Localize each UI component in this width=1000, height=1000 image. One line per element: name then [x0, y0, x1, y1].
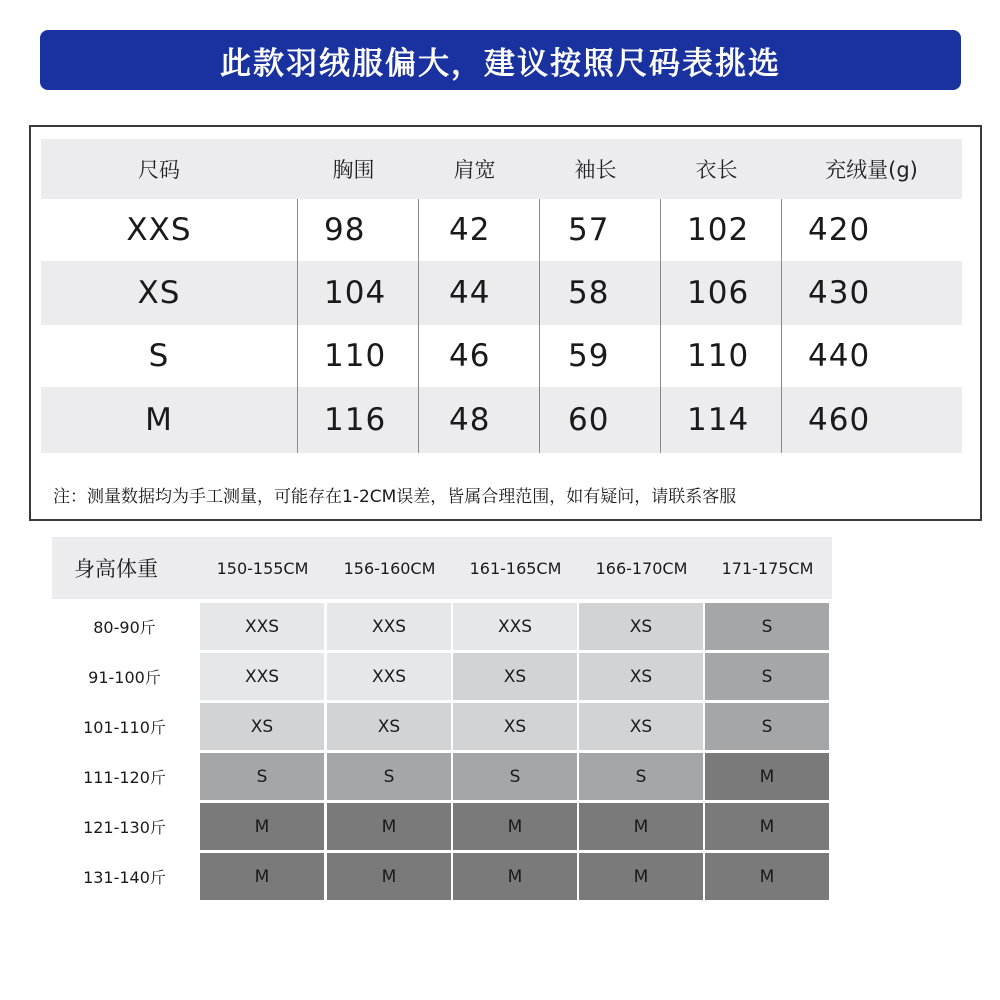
hw-row-label: 91-100斤 [52, 653, 197, 700]
hw-size-cell: XS [453, 703, 577, 750]
size-row [41, 325, 962, 387]
hw-header-row [52, 537, 832, 599]
size-cell: 44 [418, 261, 539, 325]
hw-size-cell: XS [327, 703, 451, 750]
size-cell: 116 [297, 387, 418, 453]
hw-size-cell: XXS [453, 603, 577, 650]
banner-text: 此款羽绒服偏大，建议按照尺码表挑选 [220, 45, 781, 82]
hw-size-cell: XS [579, 703, 703, 750]
size-cell: 48 [418, 387, 539, 453]
hw-size-cell: S [705, 653, 829, 700]
size-cell: 46 [418, 325, 539, 387]
size-header-cell: 肩宽 [453, 158, 496, 182]
size-cell: 102 [660, 199, 781, 261]
hw-row-label: 131-140斤 [52, 853, 197, 900]
size-header-cell: 充绒量(g) [825, 158, 918, 182]
hw-row-label: 121-130斤 [52, 803, 197, 850]
hw-size-cell: M [200, 853, 324, 900]
size-row [41, 261, 962, 325]
hw-row-label: 111-120斤 [52, 753, 197, 800]
hw-column-header: 171-175CM [721, 558, 814, 578]
size-cell: 60 [539, 387, 660, 453]
hw-size-cell: M [453, 853, 577, 900]
hw-size-cell: S [579, 753, 703, 800]
size-cell: 440 [781, 325, 962, 387]
hw-size-cell: S [453, 753, 577, 800]
size-cell: M [145, 402, 173, 438]
hw-size-cell: XXS [327, 603, 451, 650]
size-cell: 460 [781, 387, 962, 453]
hw-size-cell: XS [579, 603, 703, 650]
size-cell: XS [137, 275, 181, 311]
size-cell: 98 [297, 199, 418, 261]
size-cell: 110 [660, 325, 781, 387]
size-cell: 106 [660, 261, 781, 325]
hw-size-cell: XS [200, 703, 324, 750]
size-cell: 58 [539, 261, 660, 325]
hw-column-header: 150-155CM [216, 558, 309, 578]
size-header-cell: 袖长 [574, 158, 617, 182]
size-cell: 110 [297, 325, 418, 387]
hw-size-cell: XS [579, 653, 703, 700]
size-header-cell: 衣长 [695, 158, 738, 182]
hw-size-cell: M [453, 803, 577, 850]
size-cell: 42 [418, 199, 539, 261]
hw-size-cell: M [200, 803, 324, 850]
hw-size-cell: M [705, 803, 829, 850]
size-cell: 430 [781, 261, 962, 325]
hw-size-cell: XXS [327, 653, 451, 700]
hw-size-cell: M [579, 853, 703, 900]
hw-size-cell: S [200, 753, 324, 800]
hw-size-cell: M [579, 803, 703, 850]
hw-size-cell: XS [453, 653, 577, 700]
hw-column-header: 156-160CM [343, 558, 436, 578]
size-cell: 420 [781, 199, 962, 261]
hw-size-cell: XXS [200, 653, 324, 700]
size-cell: XXS [126, 212, 192, 248]
size-cell: 59 [539, 325, 660, 387]
hw-size-cell: S [705, 703, 829, 750]
hw-size-cell: S [705, 603, 829, 650]
size-header-row [41, 139, 962, 199]
size-cell: 57 [539, 199, 660, 261]
size-cell: S [148, 338, 170, 374]
size-header-cell: 胸围 [332, 158, 375, 182]
size-header-cell: 尺码 [138, 158, 180, 182]
size-row [41, 387, 962, 453]
measurement-note: 注：测量数据均为手工测量，可能存在1-2CM误差，皆属合理范围，如有疑问，请联系客服 [53, 487, 737, 507]
size-chart-panel [29, 125, 982, 521]
hw-size-cell: M [705, 853, 829, 900]
size-cell: 104 [297, 261, 418, 325]
hw-row-label: 101-110斤 [52, 703, 197, 750]
hw-size-cell: M [705, 753, 829, 800]
size-row [41, 199, 962, 261]
hw-size-cell: S [327, 753, 451, 800]
hw-size-cell: M [327, 803, 451, 850]
hw-column-header: 166-170CM [595, 558, 688, 578]
hw-column-header: 161-165CM [469, 558, 562, 578]
size-cell: 114 [660, 387, 781, 453]
hw-title: 身高体重 [74, 557, 158, 581]
title-banner [40, 30, 961, 90]
hw-size-cell: M [327, 853, 451, 900]
hw-row-label: 80-90斤 [52, 603, 197, 650]
hw-size-cell: XXS [200, 603, 324, 650]
